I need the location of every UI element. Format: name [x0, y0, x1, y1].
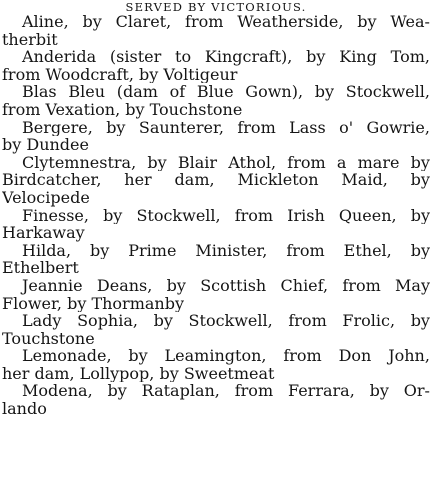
entry-line: therbit — [2, 30, 58, 49]
entry-bergere — [2, 119, 430, 154]
entry-line: from Vexation, by Touchstone — [2, 100, 243, 119]
entry-aline — [2, 13, 430, 48]
entry-line: her dam, Lollypop, by Sweetmeat — [2, 364, 275, 383]
entry-line: Anderida (sister to Kingcraft), by King Tom, — [22, 48, 430, 66]
entry-line: Lady Sophia, by Stockwell, from Frolic, by — [22, 312, 430, 330]
entry-line: Aline, by Claret, from Weatherside, by Wea- — [22, 13, 430, 31]
entry-hilda — [2, 242, 430, 277]
entry-line: Birdcatcher, her dam, Mickleton Maid, by — [2, 171, 430, 189]
entry-modena — [2, 382, 430, 417]
entry-line: Jeannie Deans, by Scottish Chief, from May — [22, 276, 430, 295]
entry-line: Finesse, by Stockwell, from Irish Queen, by — [22, 206, 430, 225]
entry-line: Blas Bleu (dam of Blue Gown), by Stockwell, — [22, 83, 430, 101]
section-heading: SERVED BY VICTORIOUS. — [125, 0, 307, 13]
entry-line: Bergere, by Saunterer, from Lass o' Gowrie, — [22, 118, 430, 137]
entry-line: Hilda, by Prime Minister, from Ethel, by — [22, 241, 430, 260]
entry-line: lando — [2, 400, 47, 418]
entry-line: Velocipede — [2, 188, 90, 207]
entry-line: Modena, by Rataplan, from Ferrara, by Or- — [22, 382, 430, 401]
entry-line: Clytemnestra, by Blair Athol, from a mare by — [22, 153, 430, 172]
entry-blas-bleu — [2, 83, 430, 118]
entry-line: from Woodcraft, by Voltigeur — [2, 65, 238, 84]
entry-lady-sophia — [2, 312, 430, 347]
entry-clytemnestra — [2, 154, 430, 207]
entry-line: Ethelbert — [2, 259, 79, 277]
entry-finesse — [2, 207, 430, 242]
entry-line: by Dundee — [2, 136, 89, 154]
entry-anderida — [2, 48, 430, 83]
entry-line: Lemonade, by Leamington, from Don John, — [22, 347, 430, 365]
entry-line: Touchstone — [2, 329, 95, 348]
entry-line: Harkaway — [2, 224, 85, 242]
entry-lemonade — [2, 347, 430, 382]
entry-jeannie-deans — [2, 277, 430, 312]
entry-line: Flower, by Thormanby — [2, 294, 184, 313]
